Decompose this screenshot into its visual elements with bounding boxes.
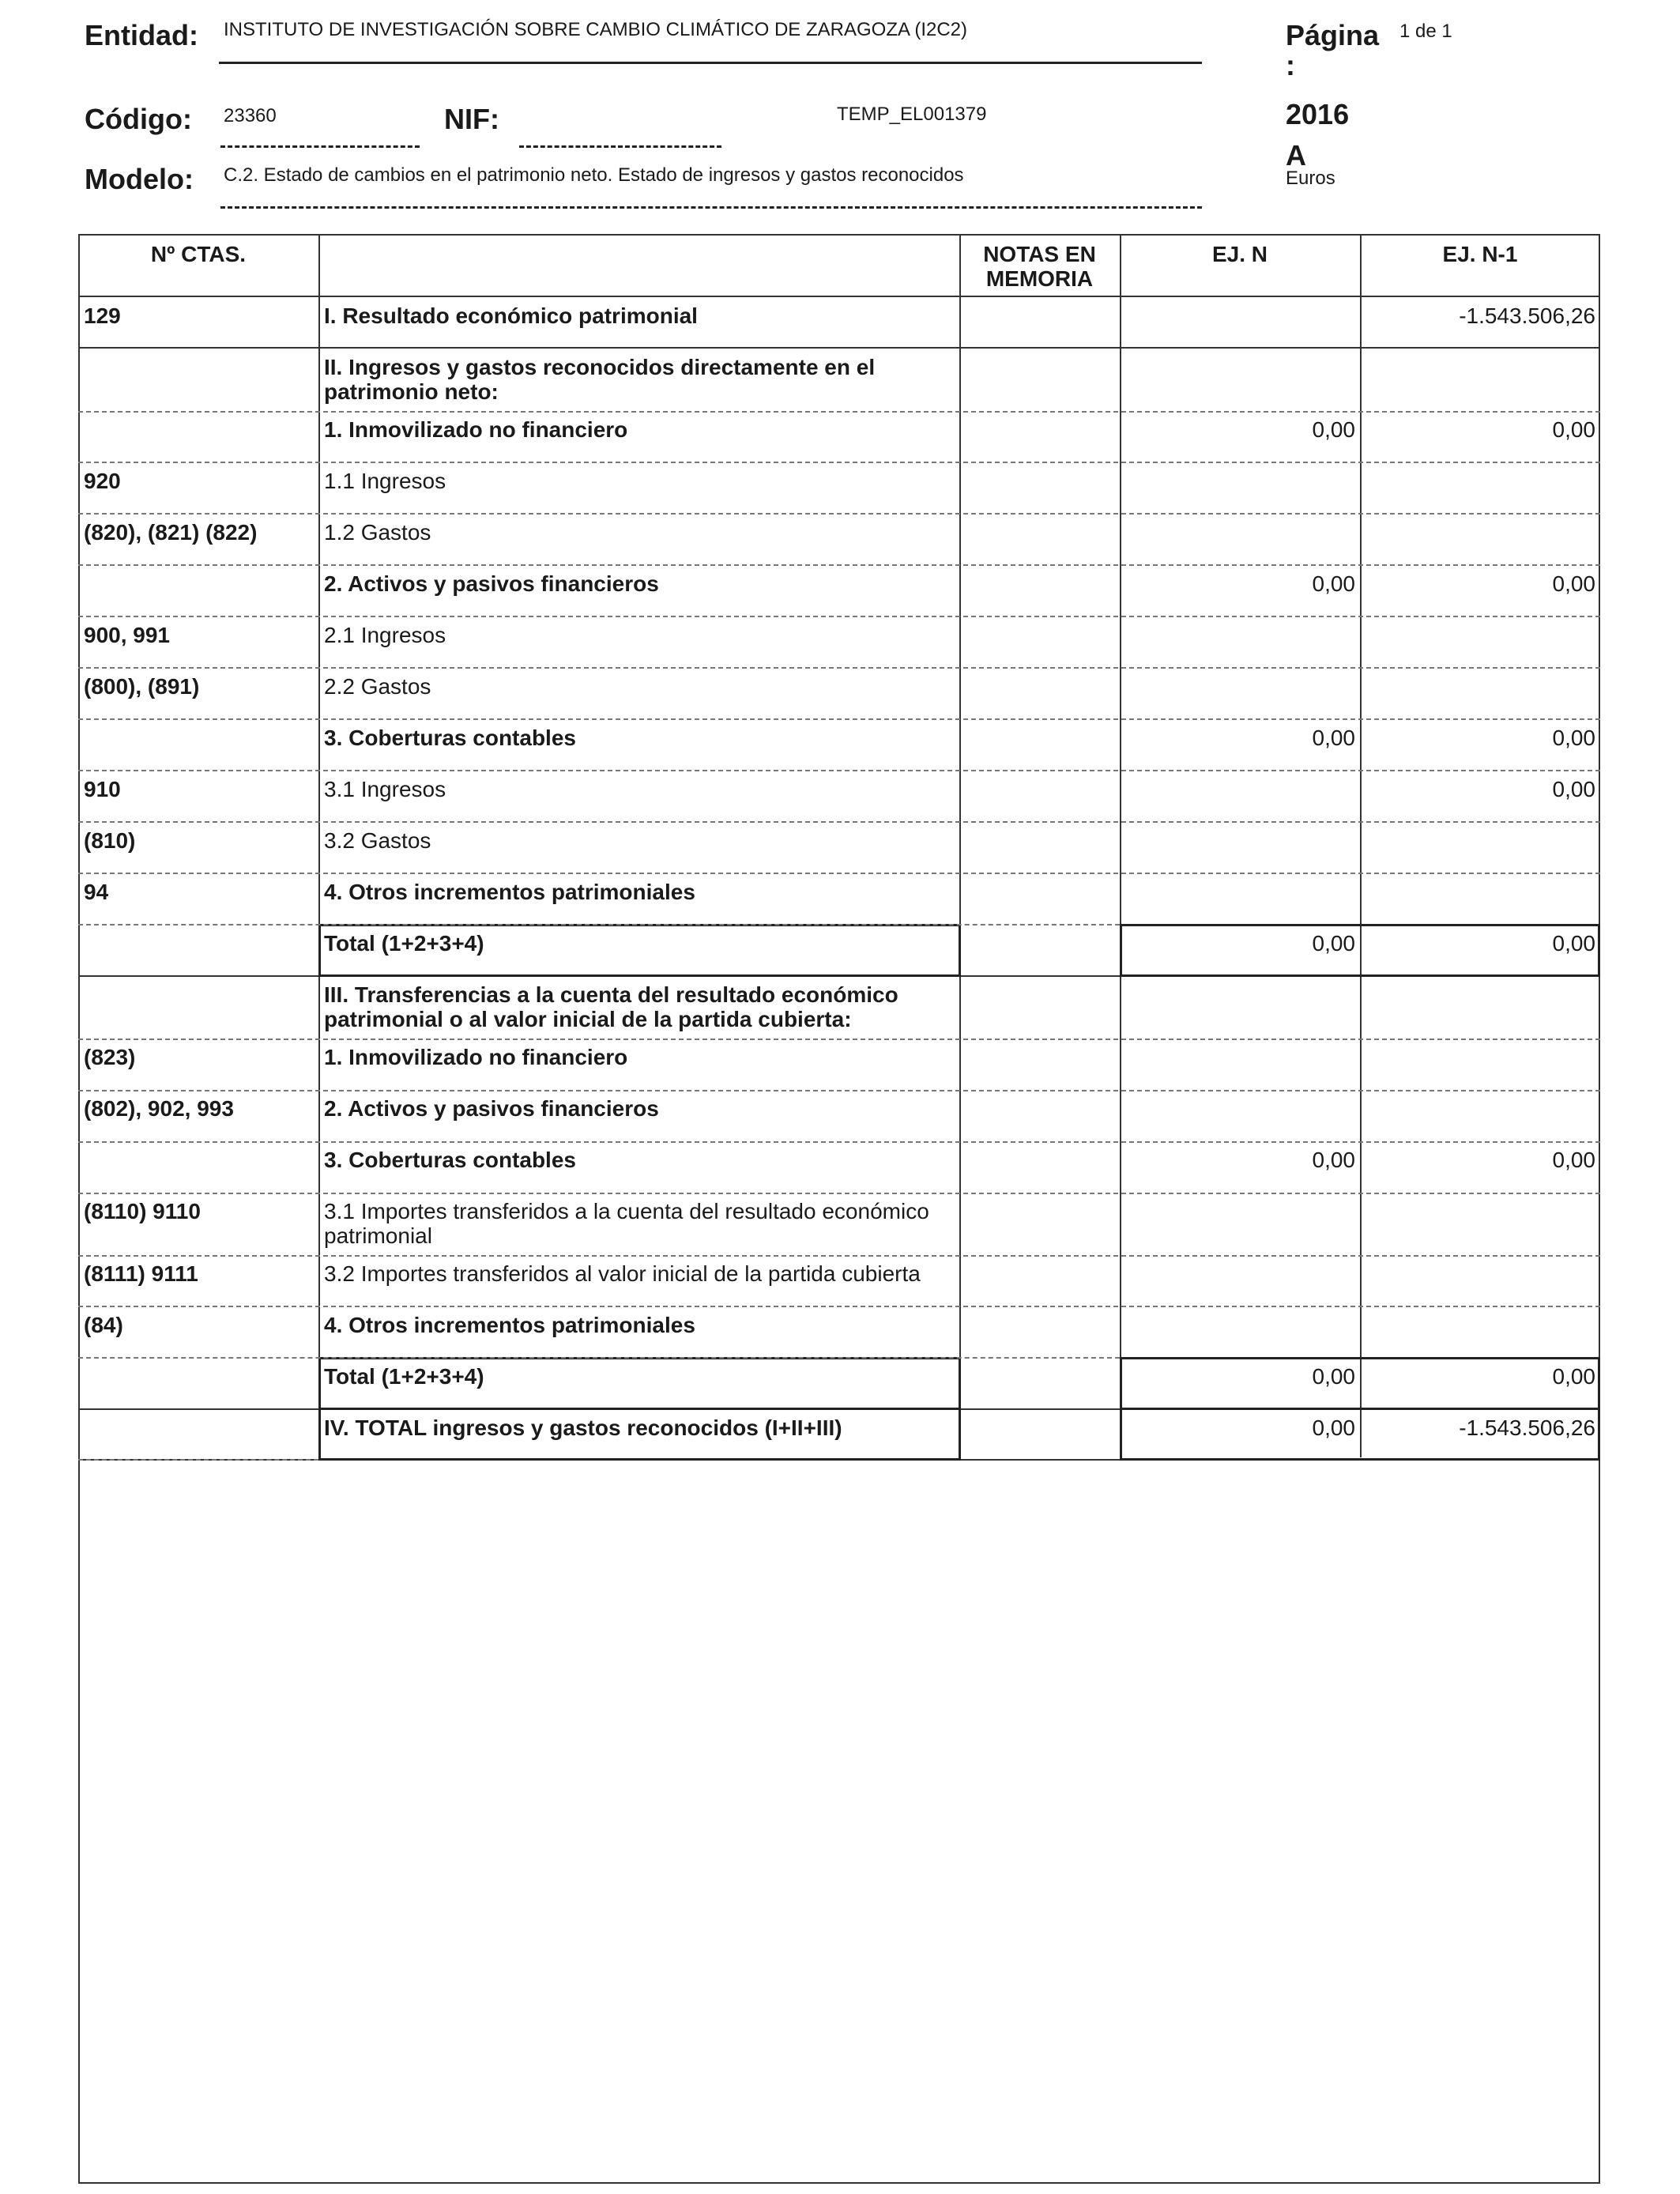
col-header-notas: NOTAS EN MEMORIA — [983, 242, 1096, 291]
row-sep — [78, 1306, 1600, 1307]
table-row-cta: 129 — [84, 303, 121, 328]
row-sep — [78, 924, 1120, 925]
table-row-ej-n: 0,00 — [1312, 571, 1355, 596]
row-sep — [78, 770, 1600, 771]
row-sep — [78, 1459, 318, 1461]
table-row-concepto: 1. Inmovilizado no financiero — [324, 1045, 628, 1069]
table-row-ej-n1: 0,00 — [1552, 417, 1595, 442]
col-header-ej-n1: EJ. N-1 — [1442, 242, 1518, 266]
pagina-label: Página — [1286, 19, 1380, 51]
col-header-ej-n: EJ. N — [1211, 242, 1268, 266]
table-row-ej-n: 0,00 — [1312, 931, 1355, 956]
section-line-1 — [78, 347, 1600, 349]
table-row-cta: 900, 991 — [84, 623, 170, 647]
table-row-cta: 910 — [84, 777, 121, 801]
table-row-cta: (8110) 9110 — [84, 1199, 201, 1223]
modelo-underline — [220, 206, 1202, 209]
table-row-cta: (810) — [84, 828, 136, 853]
table-row-concepto: 3.1 Ingresos — [324, 777, 446, 801]
row-sep — [78, 462, 1600, 463]
row-sep — [78, 821, 1600, 823]
table-row-ej-n1: 0,00 — [1552, 931, 1595, 956]
modelo-value: C.2. Estado de cambios en el patrimonio neto. Estado de ingresos y gastos reconocidos — [224, 164, 964, 186]
table-row-concepto: I. Resultado económico patrimonial — [324, 303, 698, 328]
pagina-value: 1 de 1 — [1399, 21, 1452, 42]
table-row-concepto: 3. Coberturas contables — [324, 1148, 576, 1172]
codigo-label: Código: — [85, 103, 192, 135]
table-row-concepto: Total (1+2+3+4) — [324, 931, 484, 956]
table-row-concepto: 2.2 Gastos — [324, 674, 431, 699]
col-divider-concepto — [959, 234, 961, 1457]
table-row-cta: (820), (821) (822) — [84, 520, 258, 545]
table-row-cta: 920 — [84, 469, 121, 493]
row-sep — [78, 513, 1600, 515]
row-sep — [78, 1357, 1120, 1359]
row-sep — [78, 873, 1600, 874]
table-row-concepto: 3.2 Importes transferidos al valor inicial de la partida cubierta — [324, 1261, 921, 1286]
nif-value: TEMP_EL001379 — [837, 104, 987, 125]
table-row-ej-n: 0,00 — [1312, 1148, 1355, 1172]
table-row-ej-n1: 0,00 — [1552, 1364, 1595, 1389]
table-row-ej-n1: -1.543.506,26 — [1459, 1416, 1595, 1440]
table-row-cta: (8111) 9111 — [84, 1261, 198, 1286]
table-row-concepto: 2.1 Ingresos — [324, 623, 446, 647]
row-sep — [78, 1039, 1600, 1040]
year-suffix: A — [1286, 139, 1306, 172]
currency-label: Euros — [1286, 168, 1335, 189]
table-row-concepto: 3.2 Gastos — [324, 828, 431, 853]
table-row-concepto: 4. Otros incrementos patrimoniales — [324, 1313, 695, 1337]
nif-label: NIF: — [444, 103, 499, 135]
row-sep — [78, 1090, 1600, 1091]
row-sep — [78, 1255, 1600, 1257]
table-row-concepto: III. Transferencias a la cuenta del resultado económico patrimonial o al valor inicial de la partida cubierta: — [324, 982, 898, 1031]
table-row-ej-n1: -1.543.506,26 — [1459, 303, 1595, 328]
table-row-concepto: 4. Otros incrementos patrimoniales — [324, 880, 695, 904]
year: 2016 — [1286, 98, 1350, 130]
table-row-cta: (802), 902, 993 — [84, 1096, 234, 1121]
table-row-ej-n1: 0,00 — [1552, 1148, 1595, 1172]
entidad-value: INSTITUTO DE INVESTIGACIÓN SOBRE CAMBIO CLIMÁTICO DE ZARAGOZA (I2C2) — [224, 19, 968, 40]
row-sep — [78, 667, 1600, 669]
table-row-concepto: 3.1 Importes transferidos a la cuenta del resultado económico patrimonial — [324, 1199, 929, 1248]
row-sep — [78, 1141, 1600, 1143]
codigo-underline — [220, 145, 420, 148]
table-row-ej-n1: 0,00 — [1552, 571, 1595, 596]
table-row-concepto: 1. Inmovilizado no financiero — [324, 417, 628, 442]
row-sep — [78, 616, 1600, 617]
table-row-concepto: II. Ingresos y gastos reconocidos directamente en el patrimonio neto: — [324, 355, 876, 404]
table-row-ej-n: 0,00 — [1312, 1364, 1355, 1389]
table-row-concepto: Total (1+2+3+4) — [324, 1364, 484, 1389]
table-row-concepto: 3. Coberturas contables — [324, 726, 576, 750]
row-sep — [78, 564, 1600, 566]
table-row-concepto: 1.2 Gastos — [324, 520, 431, 545]
table-row-concepto: 2. Activos y pasivos financieros — [324, 1096, 659, 1121]
row-sep — [78, 718, 1600, 720]
table-row-concepto: IV. TOTAL ingresos y gastos reconocidos (I+II+III) — [324, 1416, 842, 1440]
table-row-cta: (800), (891) — [84, 674, 200, 699]
table-row-ej-n: 0,00 — [1312, 1416, 1355, 1440]
codigo-value: 23360 — [224, 105, 277, 126]
nif-underline — [519, 145, 721, 148]
entidad-underline — [219, 62, 1202, 64]
table-row-ej-n1: 0,00 — [1552, 726, 1595, 750]
row-sep — [78, 1193, 1600, 1194]
pagina-colon: : — [1286, 49, 1295, 81]
table-row-concepto: 1.1 Ingresos — [324, 469, 446, 493]
entidad-label: Entidad: — [85, 19, 198, 51]
header-row-line — [78, 296, 1600, 297]
table-row-cta: (823) — [84, 1045, 136, 1069]
table-row-cta: (84) — [84, 1313, 123, 1337]
table-row-ej-n: 0,00 — [1312, 417, 1355, 442]
table-row-ej-n1: 0,00 — [1552, 777, 1595, 801]
table-row-cta: 94 — [84, 880, 109, 904]
row-sep — [78, 411, 1600, 413]
table-row-concepto: 2. Activos y pasivos financieros — [324, 571, 659, 596]
modelo-label: Modelo: — [85, 163, 194, 195]
table-row-ej-n: 0,00 — [1312, 726, 1355, 750]
col-divider-cta — [318, 234, 320, 1457]
col-header-ctas: Nº CTAS. — [150, 242, 247, 266]
